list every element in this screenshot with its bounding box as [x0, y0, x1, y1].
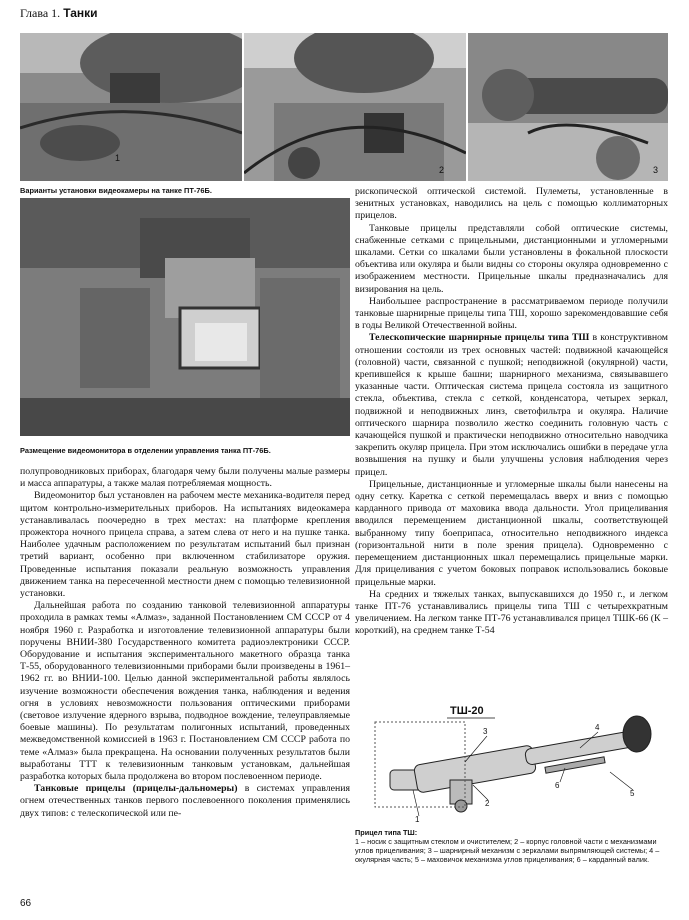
camera-photo-3: [468, 33, 668, 181]
diagram-caption: [355, 828, 668, 864]
photo-label-1: 1: [115, 153, 121, 163]
photo-label-2: 2: [439, 165, 445, 175]
paragraph: Прицельные, дистанционные и угломерные шкалы были нанесены на одну сетку. Каретка с сеткой перемещалась вверх и вниз с помощью карданного привода от маховика ввода дальности. Угол прицеливания вводился перемещением дистанционной шкалы, соответствующей выбранному типу боеприпаса, относительно неподвижного индекса (горизонтальной нити в поле зрения прицела). Одновременно с перемещением дистанционных шкал перемещались прицельные марки. Для прицеливания с учетом боковых поправок использовались боковые прицельные марки.: [355, 478, 668, 588]
paragraph: Танковые прицелы (прицелы-дальномеры) в системах управления огнем отечественных танков первого послевоенного поколения применялись двух типов: с телескопической или пе-: [20, 783, 351, 819]
right-column-text: [355, 186, 668, 638]
photo-label-3: 3: [653, 165, 659, 175]
running-header: [20, 6, 98, 21]
middle-figure-caption: Размещение видеомонитора в отделении управления танка ПТ-76Б.: [20, 446, 271, 455]
top-figure-caption: Варианты установки видеокамеры на танке ПТ-76Б.: [20, 186, 212, 195]
sight-diagram: [355, 700, 668, 825]
page-number: 66: [20, 898, 32, 909]
left-column-text: [20, 466, 350, 820]
diagram-caption-title: Прицел типа ТШ:: [355, 828, 418, 837]
paragraph: полупроводниковых приборах, благодаря чему были получены малые размеры и масса аппаратуры, а также малая потребляемая мощность.: [20, 466, 350, 490]
paragraph: Видеомонитор был установлен на рабочем месте механика-водителя перед щитом контрольно-измерительных приборов. На испытаниях видеокамера устанавливалась поочередно в трех местах: на платформе крепления прожектора ночного прицела справа, а затем слева от него и на пушке танка. Наиболее удачным расположением по результатам испытаний был признан третий вариант, особенно при включенном стабилизаторе оружия. Проведенные испытания показали реальную возможность управления движением танка на пересеченной местности днем с помощью телевизионной установки.: [20, 490, 350, 600]
paragraph: Дальнейшая работа по созданию танковой телевизионной аппаратуры проходила в рамках темы «Алмаз», заданной Постановлением СМ СССР от 4 ноября 1960 г. Разработка и изготовление телевизионной аппаратуры были поручены ВНИИ-380 Государственного комитета радиоэлектроники СССР. Оборудование и испытания экспериментального макетного образца танка Т-55, оборудованного телевизионными приборами были произведены в 1961–1962 гг. во ВНИИ-100. Целью данной экспериментальной работы являлось изучение возможности обеспечения вождения танка, наблюдения и ведения огня в условиях невозможности пользования оптическими приборами (световое излучение ядерного взрыва, подводное вождение, телеуправляемые боевые машины). По результатам полигонных испытаний, проведенных межведомственной комиссией в 1963 г. Постановлением СМ СССР работа по теме «Алмаз» была прекращена. На основании полученных результатов были выработаны ТТТ к телевизионным танковым установкам, дальнейшая разработка которых была продолжена во втором послевоенном периоде.: [20, 600, 350, 783]
paragraph: Наибольшее распространение в рассматриваемом периоде получили танковые шарнирные прицелы типа ТШ, хорошо зарекомендовавшие себя в годы Великой Отечественной войны.: [355, 295, 668, 332]
bold-lead: Телескопические шарнирные прицелы типа ТШ: [369, 332, 590, 344]
section-label: Танки: [63, 6, 98, 20]
paragraph: На средних и тяжелых танках, выпускавшихся до 1950 г., и легком танке ПТ-76 устанавливались прицелы типа ТШ с четырехкратным увеличением. На легком танке ПТ-76 устанавливался прицел ТШК-66 (К – короткий), на среднем танке Т-54: [355, 588, 668, 637]
diagram-caption-body: 1 – носик с защитным стеклом и очистителем; 2 – корпус головной части с механизмами углов прицеливания; 3 – шарнирный механизм с зеркалами выпрямляющей системы; 4 – окулярная часть; 5 – маховичок механизма углов прицеливания; 6 – карданный валик.: [355, 837, 660, 864]
diagram-label-6: 6: [555, 781, 560, 790]
chapter-label: Глава 1.: [20, 6, 61, 20]
diagram-label-3: 3: [483, 727, 488, 736]
diagram-label-4: 4: [595, 723, 600, 732]
camera-photo-1: [20, 33, 242, 181]
diagram-label-1: 1: [415, 815, 420, 824]
camera-photo-2: [244, 33, 466, 181]
diagram-label-2: 2: [485, 799, 490, 808]
diagram-title: ТШ-20: [450, 705, 484, 717]
paragraph: рископической оптической системой. Пулеметы, установленные в зенитных установках, наводились на цель с помощью коллиматорных прицелов.: [355, 186, 668, 222]
bold-lead: Танковые прицелы (прицелы-дальномеры): [34, 783, 238, 795]
monitor-photo: [20, 198, 350, 436]
diagram-label-5: 5: [630, 789, 635, 798]
paragraph: Танковые прицелы представляли собой оптические системы, снабженные сетками с прицельными, дистанционными и угломерными шкалами. Сетки со шкалами были установлены в фокальной плоскости объектива или окуляра и были видны со стороны окуляра одновременно с изображением местности. Прицельные шкалы предназначались для визирования на цель.: [355, 222, 668, 295]
paragraph: Телескопические шарнирные прицелы типа ТШ в конструктивном отношении состояли из трех основных частей: подвижной качающейся (головной) части, связанной с пушкой; неподвижной (окулярной) части, крепившейся к крыше башни; шарнирного механизма, связывавшего указанные части. Оптическая система прицела состояла из защитного стекла, объектива, стекла с сеткой, конденсатора, четырех зеркал, подвижной и неподвижных линз, светофильтра и окуляра. Наличие оптического шарнира позволило жестко соединить головную часть с качающейся пушкой и практически неподвижно относительно наводчика закрепить окуляр прицела. При этом исключались ошибки в передаче угла возвышения на пушку и были улучшены условия наблюдения через прицел.: [355, 332, 668, 478]
